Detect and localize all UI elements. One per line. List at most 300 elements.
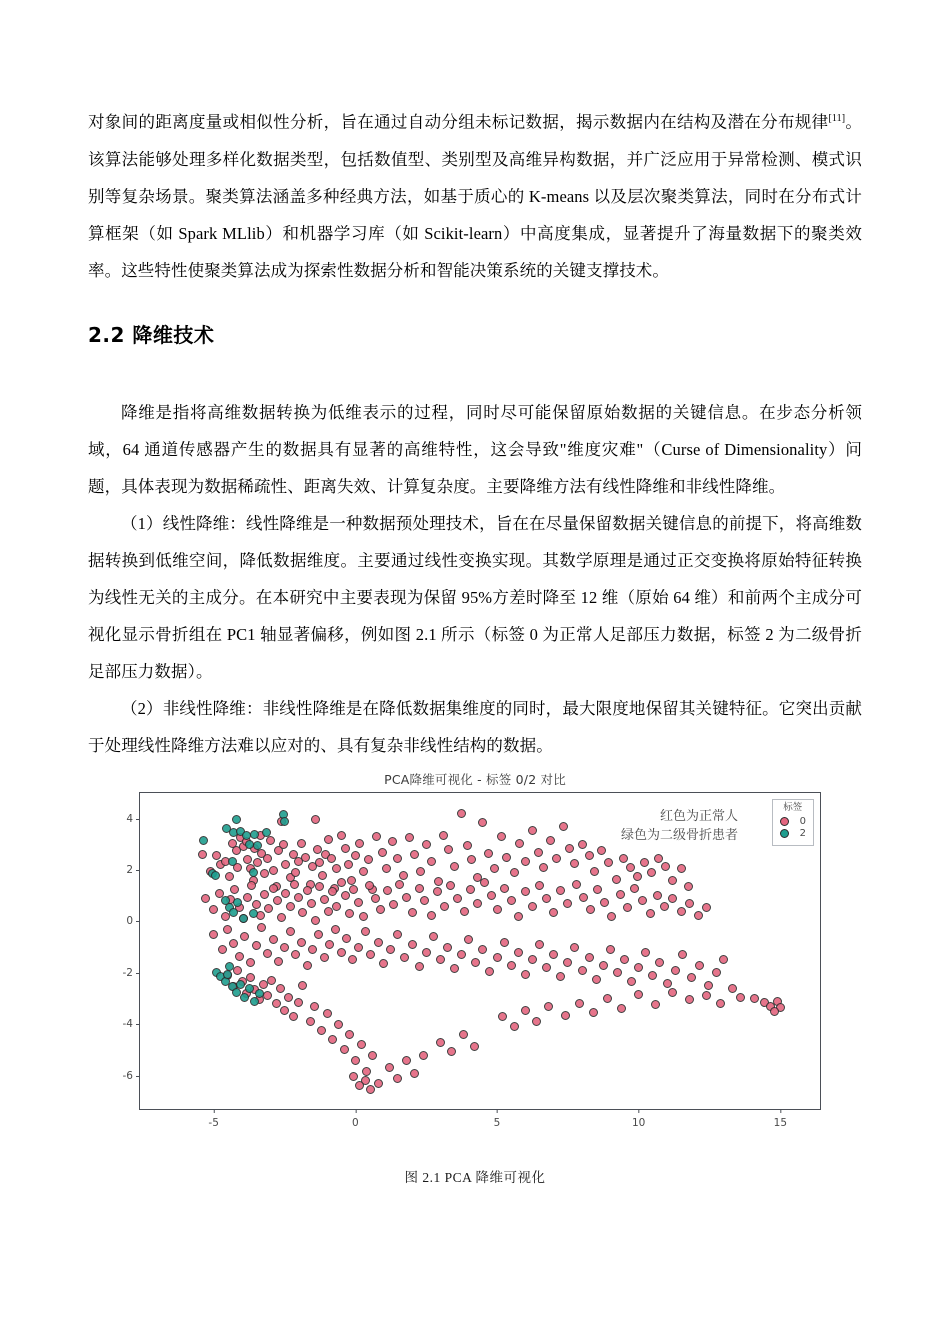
x-axis-tick-label: 0	[352, 1109, 359, 1129]
scatter-point	[345, 1030, 354, 1039]
legend-label-2: 2	[799, 827, 806, 839]
scatter-point	[249, 909, 258, 918]
scatter-point	[402, 1056, 411, 1065]
scatter-point	[521, 857, 530, 866]
scatter-point	[245, 984, 254, 993]
y-axis-tick-label: 2	[126, 864, 140, 876]
scatter-point	[549, 908, 558, 917]
scatter-point	[612, 875, 621, 884]
scatter-point	[374, 938, 383, 947]
scatter-point	[246, 958, 255, 967]
scatter-point	[616, 890, 625, 899]
scatter-point	[646, 909, 655, 918]
paragraph-1-text-a: 对象间的距离度量或相似性分析，旨在通过自动分组未标记数据，揭示数据内在结构及潜在分布规律	[88, 112, 829, 132]
scatter-point	[341, 844, 350, 853]
scatter-point	[334, 1020, 343, 1029]
scatter-point	[528, 902, 537, 911]
scatter-point	[600, 898, 609, 907]
chart-annotation	[621, 807, 738, 845]
scatter-point	[515, 839, 524, 848]
scatter-point	[280, 1006, 289, 1015]
scatter-point	[521, 887, 530, 896]
scatter-point	[345, 909, 354, 918]
paragraph-1	[88, 100, 862, 289]
plot-area	[122, 792, 821, 1129]
scatter-point	[654, 854, 663, 863]
scatter-point	[294, 893, 303, 902]
scatter-point	[521, 970, 530, 979]
scatter-point	[453, 894, 462, 903]
scatter-point	[563, 899, 572, 908]
figure-caption: 图 2.1 PCA 降维可视化	[404, 1170, 546, 1185]
scatter-point	[294, 998, 303, 1007]
scatter-point	[232, 815, 241, 824]
scatter-point	[405, 833, 414, 842]
citation-ref-11: [11]	[828, 113, 846, 124]
scatter-point	[410, 850, 419, 859]
scatter-point	[379, 959, 388, 968]
scatter-point	[549, 950, 558, 959]
scatter-point	[252, 900, 261, 909]
scatter-point	[281, 860, 290, 869]
scatter-point	[385, 1063, 394, 1072]
scatter-point	[702, 903, 711, 912]
legend-swatch-0-icon	[780, 817, 789, 826]
scatter-point	[298, 908, 307, 917]
scatter-point	[354, 898, 363, 907]
scatter-point	[257, 923, 266, 932]
y-axis-tick-label: -6	[123, 1070, 140, 1082]
scatter-point	[243, 893, 252, 902]
scatter-point	[349, 1072, 358, 1081]
scatter-point	[306, 1017, 315, 1026]
scatter-point	[198, 850, 207, 859]
scatter-point	[355, 1081, 364, 1090]
scatter-point	[570, 943, 579, 952]
scatter-point	[467, 855, 476, 864]
scatter-point	[376, 905, 385, 914]
scatter-point	[400, 953, 409, 962]
paragraph-2: 降维是指将高维数据转换为低维表示的过程，同时尽可能保留原始数据的关键信息。在步态分析领域，64 通道传感器产生的数据具有显著的高维特性，这会导致"维度灾难"（Curse of Dimensionality）问题，具体表现为数据稀疏性、距离失效、计算复杂度。主要降维方法有线性降维和非线性降维。	[88, 402, 862, 496]
scatter-point	[229, 908, 238, 917]
paragraph-3: （1）线性降维：线性降维是一种数据预处理技术，旨在在尽量保留数据关键信息的前提下，将高维数据转换到低维空间，降低数据维度。主要通过线性变换实现。其数学原理是通过正交变换将原始特征转换为线性无关的主成分。在本研究中主要表现为保留 95%方差时降至 12 维（原始 64 维）和前两个主成分可视化显示骨折组在 PC1 轴显著偏移，例如图 2.1 所示（标签 0 为正常人足部压力数据，标签 2 为二级骨折足部压力数据）。	[88, 513, 862, 681]
scatter-point	[263, 949, 272, 958]
scatter-point	[655, 958, 664, 967]
scatter-point	[262, 828, 271, 837]
scatter-point	[324, 835, 333, 844]
scatter-point	[212, 851, 221, 860]
scatter-point	[589, 1008, 598, 1017]
scatter-point	[561, 1011, 570, 1020]
scatter-point	[240, 932, 249, 941]
scatter-point	[362, 1067, 371, 1076]
legend-title: 标签	[783, 802, 803, 813]
scatter-point	[684, 882, 693, 891]
x-axis-tick-label: -5	[208, 1109, 218, 1129]
scatter-point	[395, 880, 404, 889]
scatter-point	[280, 943, 289, 952]
scatter-point	[229, 939, 238, 948]
scatter-point	[225, 962, 234, 971]
y-axis-tick-label: -4	[123, 1018, 140, 1030]
scatter-point	[532, 1017, 541, 1026]
scatter-point	[668, 894, 677, 903]
scatter-point	[199, 836, 208, 845]
scatter-point	[572, 880, 581, 889]
scatter-point	[603, 994, 612, 1003]
scatter-point	[617, 1004, 626, 1013]
scatter-point	[770, 1007, 779, 1016]
scatter-point	[388, 837, 397, 846]
scatter-point	[485, 967, 494, 976]
scatter-point	[255, 989, 264, 998]
scatter-point	[712, 968, 721, 977]
scatter-point	[590, 867, 599, 876]
scatter-point	[443, 943, 452, 952]
scatter-point	[604, 858, 613, 867]
legend-entry-2	[780, 829, 806, 839]
scatter-point	[694, 911, 703, 920]
scatter-point	[534, 848, 543, 857]
scatter-point	[374, 1079, 383, 1088]
scatter-point	[269, 884, 278, 893]
scatter-point	[521, 1006, 530, 1015]
scatter-point	[297, 938, 306, 947]
scatter-point	[570, 859, 579, 868]
scatter-point	[535, 881, 544, 890]
scatter-point	[484, 849, 493, 858]
scatter-point	[459, 1030, 468, 1039]
scatter-point	[497, 832, 506, 841]
scatter-point	[439, 831, 448, 840]
paragraph-1-text-b: 。该算法能够处理多样化数据类型，包括数值型、类别型及高维异构数据，并广泛应用于异常检测、模式识别等复杂场景。聚类算法涵盖多种经典方法，如基于质心的 K-means 以及层次聚类算法，同时在分布式计算框架（如 Spark MLlib）和机器学习库（如 Scikit-learn）中高度集成，显著提升了海量数据下的聚类效率。这些特性使聚类算法成为探索性数据分析和智能决策系统的关键支撑技术。	[88, 112, 862, 280]
scatter-point	[233, 898, 242, 907]
scatter-point	[528, 826, 537, 835]
scatter-point	[366, 1085, 375, 1094]
scatter-point	[277, 913, 286, 922]
scatter-point	[253, 858, 262, 867]
scatter-point	[592, 975, 601, 984]
scatter-point	[266, 836, 275, 845]
scatter-point	[337, 948, 346, 957]
scatter-point	[243, 855, 252, 864]
scatter-point	[331, 925, 340, 934]
annotation-line-1: 红色为正常人	[659, 809, 738, 824]
chart-legend	[772, 799, 814, 846]
scatter-point	[716, 999, 725, 1008]
scatter-point	[415, 884, 424, 893]
scatter-point	[585, 953, 594, 962]
scatter-point	[328, 1035, 337, 1044]
scatter-point	[510, 1022, 519, 1031]
scatter-point	[303, 961, 312, 970]
scatter-point	[327, 854, 336, 863]
scatter-point	[402, 893, 411, 902]
scatter-point	[719, 955, 728, 964]
scatter-point	[269, 935, 278, 944]
scatter-point	[630, 884, 639, 893]
scatter-point	[641, 948, 650, 957]
scatter-point	[218, 945, 227, 954]
scatter-point	[269, 866, 278, 875]
scatter-point	[422, 840, 431, 849]
scatter-point	[286, 927, 295, 936]
scatter-point	[286, 902, 295, 911]
pca-scatter-chart	[122, 770, 825, 1160]
scatter-point	[246, 973, 255, 982]
scatter-point	[450, 964, 459, 973]
scatter-point	[440, 902, 449, 911]
scatter-point	[663, 979, 672, 988]
scatter-point	[535, 940, 544, 949]
scatter-point	[223, 925, 232, 934]
scatter-point	[434, 877, 443, 886]
scatter-point	[393, 854, 402, 863]
scatter-point	[460, 907, 469, 916]
scatter-point	[490, 864, 499, 873]
figure-2-1	[88, 770, 862, 1186]
scatter-point	[328, 887, 337, 896]
scatter-point	[410, 1069, 419, 1078]
scatter-point	[382, 864, 391, 873]
scatter-point	[648, 971, 657, 980]
scatter-point	[233, 966, 242, 975]
scatter-point	[444, 845, 453, 854]
scatter-point	[640, 858, 649, 867]
scatter-point	[507, 961, 516, 970]
scatter-point	[359, 912, 368, 921]
scatter-point	[307, 899, 316, 908]
scatter-point	[563, 958, 572, 967]
scatter-point	[291, 868, 300, 877]
scatter-point	[668, 876, 677, 885]
scatter-point	[634, 963, 643, 972]
scatter-point	[311, 815, 320, 824]
scatter-point	[337, 878, 346, 887]
scatter-point	[240, 993, 249, 1002]
scatter-point	[429, 932, 438, 941]
scatter-point	[419, 1051, 428, 1060]
scatter-point	[239, 914, 248, 923]
scatter-point	[634, 990, 643, 999]
scatter-point	[478, 945, 487, 954]
scatter-point	[355, 839, 364, 848]
scatter-point	[311, 916, 320, 925]
scatter-point	[341, 891, 350, 900]
scatter-point	[276, 984, 285, 993]
scatter-point	[361, 927, 370, 936]
scatter-point	[416, 867, 425, 876]
scatter-point	[687, 973, 696, 982]
scatter-point	[223, 970, 232, 979]
scatter-point	[273, 896, 282, 905]
scatter-point	[487, 891, 496, 900]
scatter-point	[408, 940, 417, 949]
scatter-point	[565, 844, 574, 853]
scatter-point	[446, 881, 455, 890]
scatter-point	[623, 903, 632, 912]
scatter-point	[463, 841, 472, 850]
scatter-point	[298, 981, 307, 990]
scatter-point	[427, 911, 436, 920]
scatter-point	[559, 822, 568, 831]
scatter-point	[606, 945, 615, 954]
scatter-point	[359, 867, 368, 876]
scatter-point	[250, 830, 259, 839]
document-body	[88, 100, 862, 764]
scatter-point	[325, 940, 334, 949]
scatter-point	[436, 1038, 445, 1047]
scatter-point	[317, 1026, 326, 1035]
x-axis-tick-label: 15	[774, 1109, 787, 1129]
scatter-point	[500, 938, 509, 947]
scatter-point	[236, 980, 245, 989]
scatter-point	[274, 957, 283, 966]
scatter-point	[750, 994, 759, 1003]
scatter-point	[249, 868, 258, 877]
scatter-point	[308, 945, 317, 954]
scatter-point	[318, 871, 327, 880]
scatter-point	[653, 891, 662, 900]
scatter-point	[620, 955, 629, 964]
scatter-point	[575, 999, 584, 1008]
scatter-point	[613, 968, 622, 977]
scatter-point	[480, 878, 489, 887]
scatter-point	[365, 881, 374, 890]
scatter-point	[228, 857, 237, 866]
scatter-point	[556, 972, 565, 981]
scatter-point	[736, 993, 745, 1002]
scatter-point	[685, 899, 694, 908]
scatter-point	[660, 902, 669, 911]
scatter-point	[340, 1045, 349, 1054]
scatter-point	[310, 1002, 319, 1011]
scatter-point	[260, 890, 269, 899]
scatter-point	[354, 943, 363, 952]
scatter-point	[415, 962, 424, 971]
scatter-point	[542, 894, 551, 903]
scatter-point	[498, 1012, 507, 1021]
scatter-point	[371, 894, 380, 903]
scatter-point	[209, 930, 218, 939]
scatter-point	[539, 863, 548, 872]
scatter-point	[597, 846, 606, 855]
scatter-point	[303, 886, 312, 895]
scatter-point	[263, 854, 272, 863]
x-axis-tick-label: 5	[494, 1109, 501, 1129]
scatter-point	[290, 880, 299, 889]
scatter-point	[344, 860, 353, 869]
scatter-point	[556, 886, 565, 895]
scatter-point	[552, 854, 561, 863]
scatter-point	[466, 885, 475, 894]
scatter-point	[457, 809, 466, 818]
scatter-point	[347, 876, 356, 885]
scatter-point	[671, 966, 680, 975]
scatter-point	[314, 930, 323, 939]
scatter-point	[436, 955, 445, 964]
scatter-point	[647, 868, 656, 877]
scatter-point	[408, 908, 417, 917]
scatter-point	[685, 995, 694, 1004]
scatter-point	[578, 966, 587, 975]
scatter-point	[349, 885, 358, 894]
scatter-point	[514, 948, 523, 957]
scatter-point	[372, 832, 381, 841]
annotation-line-2: 绿色为二级骨折患者	[620, 828, 738, 843]
scatter-point	[528, 955, 537, 964]
scatter-point	[351, 851, 360, 860]
scatter-point	[668, 988, 677, 997]
scatter-point	[337, 831, 346, 840]
scatter-point	[677, 864, 686, 873]
legend-swatch-2-icon	[780, 829, 789, 838]
scatter-point	[728, 984, 737, 993]
scatter-point	[284, 993, 293, 1002]
scatter-point	[464, 935, 473, 944]
scatter-point	[315, 882, 324, 891]
scatter-point	[267, 976, 276, 985]
scatter-point	[225, 872, 234, 881]
scatter-point	[599, 961, 608, 970]
scatter-point	[393, 930, 402, 939]
scatter-point	[250, 997, 259, 1006]
legend-label-0: 0	[799, 815, 806, 827]
legend-entry-0	[780, 817, 806, 827]
scatter-point	[586, 905, 595, 914]
scatter-point	[201, 894, 210, 903]
scatter-point	[264, 904, 273, 913]
scatter-point	[471, 958, 480, 967]
scatter-point	[320, 895, 329, 904]
scatter-point	[473, 899, 482, 908]
scatter-point	[544, 1002, 553, 1011]
scatter-point	[447, 1047, 456, 1056]
scatter-point	[399, 871, 408, 880]
scatter-point	[368, 1051, 377, 1060]
scatter-point	[272, 999, 281, 1008]
scatter-point	[638, 896, 647, 905]
scatter-point	[493, 953, 502, 962]
scatter-point	[378, 848, 387, 857]
scatter-point	[383, 886, 392, 895]
scatter-point	[500, 884, 509, 893]
scatter-point	[332, 864, 341, 873]
scatter-point	[493, 905, 502, 914]
scatter-point	[323, 1009, 332, 1018]
scatter-point	[260, 869, 269, 878]
scatter-point	[389, 900, 398, 909]
scatter-point	[297, 839, 306, 848]
scatter-point	[289, 1012, 298, 1021]
scatter-point	[420, 896, 429, 905]
scatter-point	[247, 881, 256, 890]
scatter-point	[342, 934, 351, 943]
chart-title: PCA降维可视化 - 标签 0/2 对比	[384, 772, 566, 787]
scatter-point	[422, 948, 431, 957]
scatter-point	[230, 885, 239, 894]
scatter-point	[661, 862, 670, 871]
scatter-point	[252, 941, 261, 950]
y-axis-tick-label: 4	[126, 813, 140, 825]
scatter-point	[542, 963, 551, 972]
scatter-point	[291, 950, 300, 959]
scatter-point	[677, 907, 686, 916]
scatter-point	[209, 905, 218, 914]
scatter-point	[263, 991, 272, 1000]
scatter-point	[457, 950, 466, 959]
scatter-point	[280, 817, 289, 826]
